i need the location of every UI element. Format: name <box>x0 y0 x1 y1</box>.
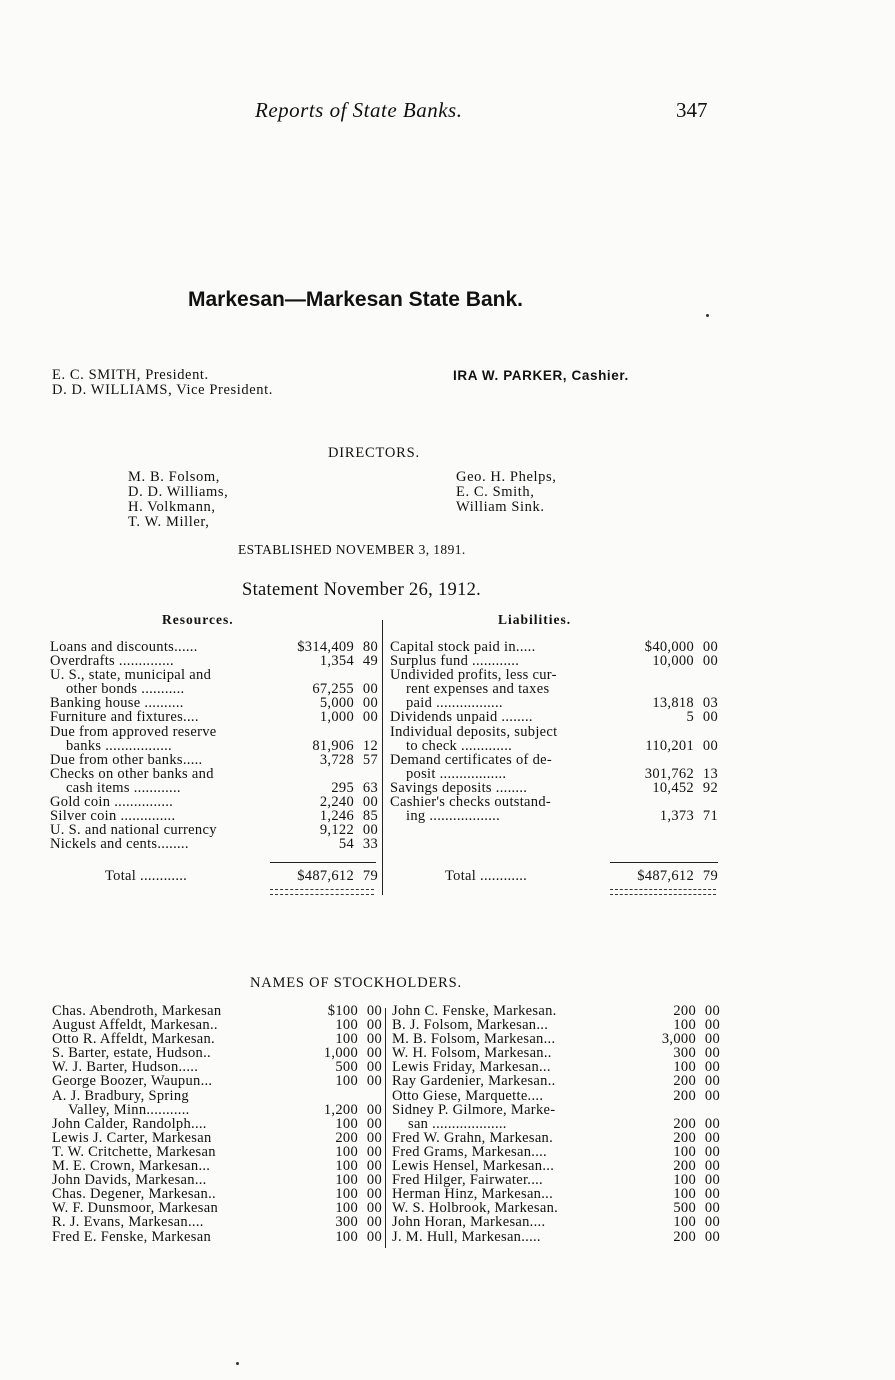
table-row <box>390 710 718 724</box>
item-label: U. S. and national currency <box>50 823 217 838</box>
stockholder-name: John Calder, Randolph.... <box>52 1116 207 1131</box>
table-row <box>50 767 378 781</box>
amount-cents: 00 <box>362 695 378 712</box>
amount-dollars: 67,255 <box>312 681 354 698</box>
stockholder-name: S. Barter, estate, Hudson.. <box>52 1046 211 1061</box>
amount-dollars: 5 <box>686 709 694 726</box>
bank-title: Markesan—Markesan State Bank. <box>188 288 523 311</box>
stockholder-row <box>392 1131 720 1145</box>
stockholder-name: Lewis J. Carter, Markesan <box>52 1130 212 1145</box>
item-label: U. S., state, municipal and <box>50 668 212 683</box>
stockholder-row <box>392 1159 720 1173</box>
amount-cents: 00 <box>704 1129 720 1146</box>
stockholder-name: W. J. Barter, Hudson..... <box>52 1060 199 1075</box>
item-label: Dividends unpaid ........ <box>390 710 533 725</box>
stockholder-row <box>52 1103 382 1117</box>
amount-cents: 33 <box>362 836 378 853</box>
amount-cents: 00 <box>704 1228 720 1245</box>
amount-dollars: 2,240 <box>319 794 354 811</box>
director-name: T. W. Miller, <box>128 514 210 530</box>
amount-cents <box>694 668 718 682</box>
amount-cents: 00 <box>366 1228 382 1245</box>
amount-cents: 00 <box>366 1073 382 1090</box>
amount-cents: 63 <box>362 779 378 796</box>
amount-dollars: 100 <box>335 1172 358 1189</box>
stockholder-row <box>392 1173 720 1187</box>
stockholder-row <box>52 1117 382 1131</box>
amount-dollars: 200 <box>673 1129 696 1146</box>
amount-dollars: 3,000 <box>661 1031 696 1048</box>
amount-cents: 13 <box>702 765 718 782</box>
table-row <box>390 739 718 753</box>
table-row <box>390 668 718 682</box>
stockholders-right-list <box>392 1004 720 1244</box>
item-label: Loans and discounts...... <box>50 640 198 655</box>
stockholder-name: John Davids, Markesan... <box>52 1173 207 1188</box>
amount-cents: 80 <box>362 639 378 655</box>
stockholder-row <box>52 1201 382 1215</box>
amount-cents: 00 <box>366 1200 382 1217</box>
statement-column-divider <box>382 620 383 895</box>
stockholder-row <box>392 1004 720 1018</box>
stockholder-name: M. B. Folsom, Markesan... <box>392 1032 556 1047</box>
directors-heading: DIRECTORS. <box>328 445 420 461</box>
amount-cents: 00 <box>366 1031 382 1048</box>
president-line: E. C. SMITH, President. <box>52 367 209 383</box>
liabilities-total-row <box>390 869 718 883</box>
stockholder-name: Valley, Minn........... <box>68 1102 190 1117</box>
amount-dollars: 10,000 <box>652 653 694 670</box>
table-row <box>50 809 378 823</box>
amount-dollars <box>608 668 694 682</box>
table-row <box>390 725 718 739</box>
directors-left-list <box>128 470 228 530</box>
amount-cents: 00 <box>366 1158 382 1175</box>
amount-cents: 00 <box>366 1186 382 1203</box>
amount-dollars: $314,409 <box>297 639 354 655</box>
amount-dollars: 1,373 <box>659 808 694 825</box>
item-label: Individual deposits, subject <box>390 724 558 739</box>
item-label: Nickels and cents........ <box>50 837 189 852</box>
amount-dollars: 9,122 <box>319 822 354 839</box>
stockholder-name: John C. Fenske, Markesan. <box>392 1004 557 1019</box>
amount-dollars: 100 <box>673 1059 696 1076</box>
amount-cents: 00 <box>704 1003 720 1019</box>
amount-cents: 00 <box>366 1172 382 1189</box>
item-label: Surplus fund ............ <box>390 654 520 669</box>
stockholder-name: Chas. Degener, Markesan.. <box>52 1187 216 1202</box>
amount-cents: 00 <box>704 1186 720 1203</box>
amount-cents: 00 <box>366 1129 382 1146</box>
total-amount: $487,612 <box>637 868 694 884</box>
item-label: posit ................. <box>406 766 507 781</box>
item-label: Undivided profits, less cur- <box>390 668 557 683</box>
amount-cents: 00 <box>704 1143 720 1160</box>
amount-dollars: 200 <box>673 1228 696 1245</box>
amount-dollars: 200 <box>673 1158 696 1175</box>
amount-cents: 00 <box>366 1003 382 1019</box>
stockholder-row <box>52 1074 382 1088</box>
total-amount: $487,612 <box>297 868 354 884</box>
amount-dollars <box>616 1103 696 1117</box>
amount-cents: 00 <box>366 1059 382 1076</box>
amount-cents <box>354 668 378 682</box>
total-cents: 79 <box>362 868 378 884</box>
amount-dollars: 295 <box>331 779 354 796</box>
stockholder-row <box>392 1032 720 1046</box>
stockholder-row <box>52 1032 382 1046</box>
amount-cents: 00 <box>362 681 378 698</box>
stockholder-row <box>52 1060 382 1074</box>
amount-cents: 03 <box>702 695 718 712</box>
amount-dollars: 10,452 <box>652 779 694 796</box>
liabilities-double-rule <box>610 889 716 895</box>
table-row <box>390 654 718 668</box>
amount-cents <box>694 795 718 809</box>
stockholder-name: August Affeldt, Markesan.. <box>52 1018 218 1033</box>
amount-dollars: 200 <box>335 1129 358 1146</box>
stockholder-row <box>392 1145 720 1159</box>
amount-cents <box>354 725 378 739</box>
stockholder-name: A. J. Bradbury, Spring <box>52 1088 189 1103</box>
amount-cents: 00 <box>362 709 378 726</box>
item-label: Overdrafts .............. <box>50 654 174 669</box>
amount-cents: 00 <box>704 1031 720 1048</box>
item-label: other bonds ........... <box>66 682 185 697</box>
liabilities-heading: Liabilities. <box>498 612 572 627</box>
stockholder-name: John Horan, Markesan.... <box>392 1215 546 1230</box>
item-label: paid ................. <box>406 696 503 711</box>
amount-dollars: 100 <box>335 1200 358 1217</box>
stockholder-row <box>392 1074 720 1088</box>
resources-double-rule <box>270 889 374 895</box>
item-label: to check ............. <box>406 738 513 753</box>
amount-dollars <box>274 725 354 739</box>
stockholders-left-list <box>52 1004 382 1244</box>
amount-dollars: 13,818 <box>652 695 694 712</box>
amount-cents: 00 <box>366 1017 382 1034</box>
amount-dollars: 100 <box>335 1143 358 1160</box>
item-label: ing .................. <box>406 809 501 824</box>
page-number: 347 <box>676 98 708 122</box>
amount-dollars <box>608 725 694 739</box>
table-row <box>50 725 378 739</box>
statement-title: Statement November 26, 1912. <box>242 580 482 600</box>
director-name: Geo. H. Phelps, <box>456 469 557 485</box>
amount-cents: 00 <box>704 1017 720 1034</box>
item-label: Demand certificates of de- <box>390 752 552 767</box>
amount-dollars: 500 <box>335 1059 358 1076</box>
item-label: Silver coin .............. <box>50 809 176 824</box>
amount-cents: 00 <box>702 639 718 655</box>
table-row <box>50 837 378 851</box>
amount-cents: 85 <box>362 808 378 825</box>
amount-dollars: $100 <box>327 1003 358 1019</box>
amount-dollars: 1,246 <box>319 808 354 825</box>
stockholder-row <box>52 1131 382 1145</box>
print-speck <box>706 314 709 317</box>
table-row <box>390 795 718 809</box>
stockholder-name: san ................... <box>408 1116 507 1131</box>
amount-cents <box>358 1089 382 1103</box>
amount-dollars: 100 <box>335 1186 358 1203</box>
stockholder-name: Lewis Friday, Markesan... <box>392 1060 551 1075</box>
stockholder-name: R. J. Evans, Markesan.... <box>52 1215 204 1230</box>
amount-dollars: 100 <box>335 1017 358 1034</box>
stockholder-name: Herman Hinz, Markesan... <box>392 1187 554 1202</box>
table-row <box>50 795 378 809</box>
amount-dollars <box>608 753 694 767</box>
amount-cents: 00 <box>362 794 378 811</box>
stockholder-name: Fred W. Grahn, Markesan. <box>392 1130 554 1145</box>
table-row <box>50 696 378 710</box>
amount-cents <box>694 753 718 767</box>
amount-cents: 00 <box>704 1214 720 1231</box>
stockholder-row <box>392 1089 720 1103</box>
stockholder-name: Otto Giese, Marquette.... <box>392 1088 544 1103</box>
resources-heading: Resources. <box>162 612 234 627</box>
stockholder-name: Lewis Hensel, Markesan... <box>392 1159 555 1174</box>
table-row <box>390 809 718 823</box>
total-label: Total ............ <box>445 869 528 884</box>
amount-dollars: 200 <box>673 1115 696 1132</box>
amount-cents: 00 <box>366 1143 382 1160</box>
table-row <box>390 696 718 710</box>
stockholder-row <box>52 1018 382 1032</box>
director-name: M. B. Folsom, <box>128 469 221 485</box>
stockholder-name: T. W. Critchette, Markesan <box>52 1144 216 1160</box>
item-label: Checks on other banks and <box>50 766 214 781</box>
amount-dollars: $40,000 <box>644 639 694 655</box>
item-label: Due from other banks..... <box>50 752 203 767</box>
directors-right-list <box>456 470 556 515</box>
stockholder-name: Ray Gardenier, Markesan.. <box>392 1074 556 1089</box>
stockholder-row <box>52 1004 382 1018</box>
table-row <box>50 668 378 682</box>
liabilities-total-rule <box>610 862 718 863</box>
total-label: Total ............ <box>105 869 188 884</box>
table-row <box>50 753 378 767</box>
director-name: William Sink. <box>456 499 545 515</box>
amount-dollars: 54 <box>338 836 354 853</box>
table-row <box>50 640 378 654</box>
stockholder-name: Chas. Abendroth, Markesan <box>52 1004 222 1019</box>
amount-cents: 00 <box>704 1115 720 1132</box>
amount-cents: 00 <box>704 1172 720 1189</box>
vice-president-line: D. D. WILLIAMS, Vice President. <box>52 382 273 398</box>
item-label: Capital stock paid in..... <box>390 640 536 655</box>
stockholder-row <box>52 1046 382 1060</box>
director-name: E. C. Smith, <box>456 484 535 500</box>
stockholder-row <box>392 1117 720 1131</box>
item-label: banks ................. <box>66 738 172 753</box>
amount-cents: 12 <box>362 737 378 754</box>
stockholder-name: Otto R. Affeldt, Markesan. <box>52 1032 215 1047</box>
amount-cents: 00 <box>704 1158 720 1175</box>
amount-dollars: 1,200 <box>323 1101 358 1118</box>
cashier-line: IRA W. PARKER, Cashier. <box>453 368 629 383</box>
director-name: H. Volkmann, <box>128 499 216 515</box>
amount-dollars: 3,728 <box>319 751 354 768</box>
resources-total-row <box>50 869 378 883</box>
amount-dollars: 100 <box>673 1214 696 1231</box>
stockholder-row <box>52 1230 382 1244</box>
item-label: Gold coin ............... <box>50 795 174 810</box>
stockholder-row <box>52 1089 382 1103</box>
amount-cents: 00 <box>366 1101 382 1118</box>
stockholder-row <box>392 1201 720 1215</box>
stockholder-row <box>52 1215 382 1229</box>
item-label: rent expenses and taxes <box>406 682 550 697</box>
amount-cents: 00 <box>702 737 718 754</box>
amount-dollars: 500 <box>673 1200 696 1217</box>
table-row <box>50 710 378 724</box>
amount-cents: 00 <box>366 1045 382 1062</box>
table-row <box>390 640 718 654</box>
item-label: Banking house .......... <box>50 696 184 711</box>
amount-dollars: 200 <box>673 1003 696 1019</box>
amount-dollars: 100 <box>673 1172 696 1189</box>
amount-dollars: 301,762 <box>644 765 694 782</box>
stockholder-row <box>392 1187 720 1201</box>
amount-dollars: 200 <box>673 1073 696 1090</box>
amount-dollars: 100 <box>335 1158 358 1175</box>
amount-cents: 71 <box>702 808 718 825</box>
amount-dollars: 1,000 <box>319 709 354 726</box>
stockholder-row <box>52 1145 382 1159</box>
running-header-title: Reports of State Banks. <box>255 98 463 122</box>
amount-cents: 00 <box>702 653 718 670</box>
amount-dollars: 300 <box>335 1214 358 1231</box>
table-row <box>50 781 378 795</box>
stockholder-name: Fred E. Fenske, Markesan <box>52 1229 212 1244</box>
item-label: cash items ............ <box>66 780 181 796</box>
amount-dollars: 100 <box>673 1186 696 1203</box>
amount-dollars: 100 <box>673 1017 696 1034</box>
stockholder-name: W. H. Folsom, Markesan.. <box>392 1046 552 1061</box>
stockholder-row <box>392 1046 720 1060</box>
amount-cents: 00 <box>704 1087 720 1104</box>
amount-dollars: 100 <box>335 1073 358 1090</box>
total-cents: 79 <box>702 868 718 884</box>
amount-dollars: 100 <box>335 1031 358 1048</box>
amount-cents: 57 <box>362 751 378 768</box>
amount-cents <box>694 682 718 696</box>
resources-total-rule <box>270 862 376 863</box>
stockholder-name: Fred Grams, Markesan.... <box>392 1144 547 1160</box>
amount-dollars <box>283 1089 358 1103</box>
amount-cents <box>354 767 378 781</box>
amount-dollars: 5,000 <box>319 695 354 712</box>
liabilities-table <box>390 640 718 823</box>
amount-cents <box>696 1103 720 1117</box>
amount-cents: 00 <box>366 1214 382 1231</box>
stockholder-row <box>52 1187 382 1201</box>
table-row <box>390 682 718 696</box>
item-label: Savings deposits ........ <box>390 780 528 796</box>
stockholder-name: B. J. Folsom, Markesan... <box>392 1018 549 1033</box>
amount-dollars: 100 <box>335 1115 358 1132</box>
amount-cents: 00 <box>362 822 378 839</box>
amount-cents: 00 <box>702 709 718 726</box>
print-speck <box>236 1362 239 1365</box>
table-row <box>50 739 378 753</box>
stockholder-name: W. S. Holbrook, Markesan. <box>392 1201 559 1216</box>
table-row <box>390 767 718 781</box>
amount-dollars: 300 <box>673 1045 696 1062</box>
stockholder-name: W. F. Dunsmoor, Markesan <box>52 1201 219 1216</box>
table-row <box>50 682 378 696</box>
table-row <box>50 823 378 837</box>
amount-dollars: 1,354 <box>319 653 354 670</box>
amount-cents: 00 <box>704 1059 720 1076</box>
stockholders-heading: NAMES OF STOCKHOLDERS. <box>250 975 462 991</box>
table-row <box>390 753 718 767</box>
stockholder-name: Fred Hilger, Fairwater.... <box>392 1173 543 1188</box>
stockholder-name: George Boozer, Waupun... <box>52 1074 213 1089</box>
amount-dollars <box>608 795 694 809</box>
amount-cents: 92 <box>702 779 718 796</box>
stockholder-row <box>392 1230 720 1244</box>
amount-cents: 00 <box>704 1200 720 1217</box>
stockholder-row <box>392 1060 720 1074</box>
amount-cents: 00 <box>366 1115 382 1132</box>
stockholder-name: J. M. Hull, Markesan..... <box>392 1229 541 1244</box>
stockholder-name: M. E. Crown, Markesan... <box>52 1159 211 1174</box>
stockholder-row <box>52 1159 382 1173</box>
amount-dollars: 81,906 <box>312 737 354 754</box>
stockholders-column-divider <box>385 1008 386 1248</box>
item-label: Due from approved reserve <box>50 724 217 739</box>
amount-dollars: 100 <box>673 1143 696 1160</box>
stockholder-name: Sidney P. Gilmore, Marke- <box>392 1102 556 1117</box>
amount-dollars: 100 <box>335 1228 358 1245</box>
resources-table <box>50 640 378 851</box>
amount-dollars: 200 <box>673 1087 696 1104</box>
amount-dollars <box>274 767 354 781</box>
stockholder-row <box>392 1103 720 1117</box>
amount-cents: 00 <box>704 1045 720 1062</box>
amount-dollars: 110,201 <box>645 737 694 754</box>
established-line: ESTABLISHED NOVEMBER 3, 1891. <box>238 542 466 557</box>
amount-dollars <box>608 682 694 696</box>
stockholder-row <box>392 1215 720 1229</box>
amount-cents: 49 <box>362 653 378 670</box>
amount-dollars <box>274 668 354 682</box>
stockholder-row <box>392 1018 720 1032</box>
stockholder-row <box>52 1173 382 1187</box>
table-row <box>390 781 718 795</box>
item-label: Furniture and fixtures.... <box>50 710 199 725</box>
table-row <box>50 654 378 668</box>
director-name: D. D. Williams, <box>128 484 229 500</box>
item-label: Cashier's checks outstand- <box>390 795 552 810</box>
amount-cents: 00 <box>704 1073 720 1090</box>
amount-cents <box>694 725 718 739</box>
amount-dollars: 1,000 <box>323 1045 358 1062</box>
